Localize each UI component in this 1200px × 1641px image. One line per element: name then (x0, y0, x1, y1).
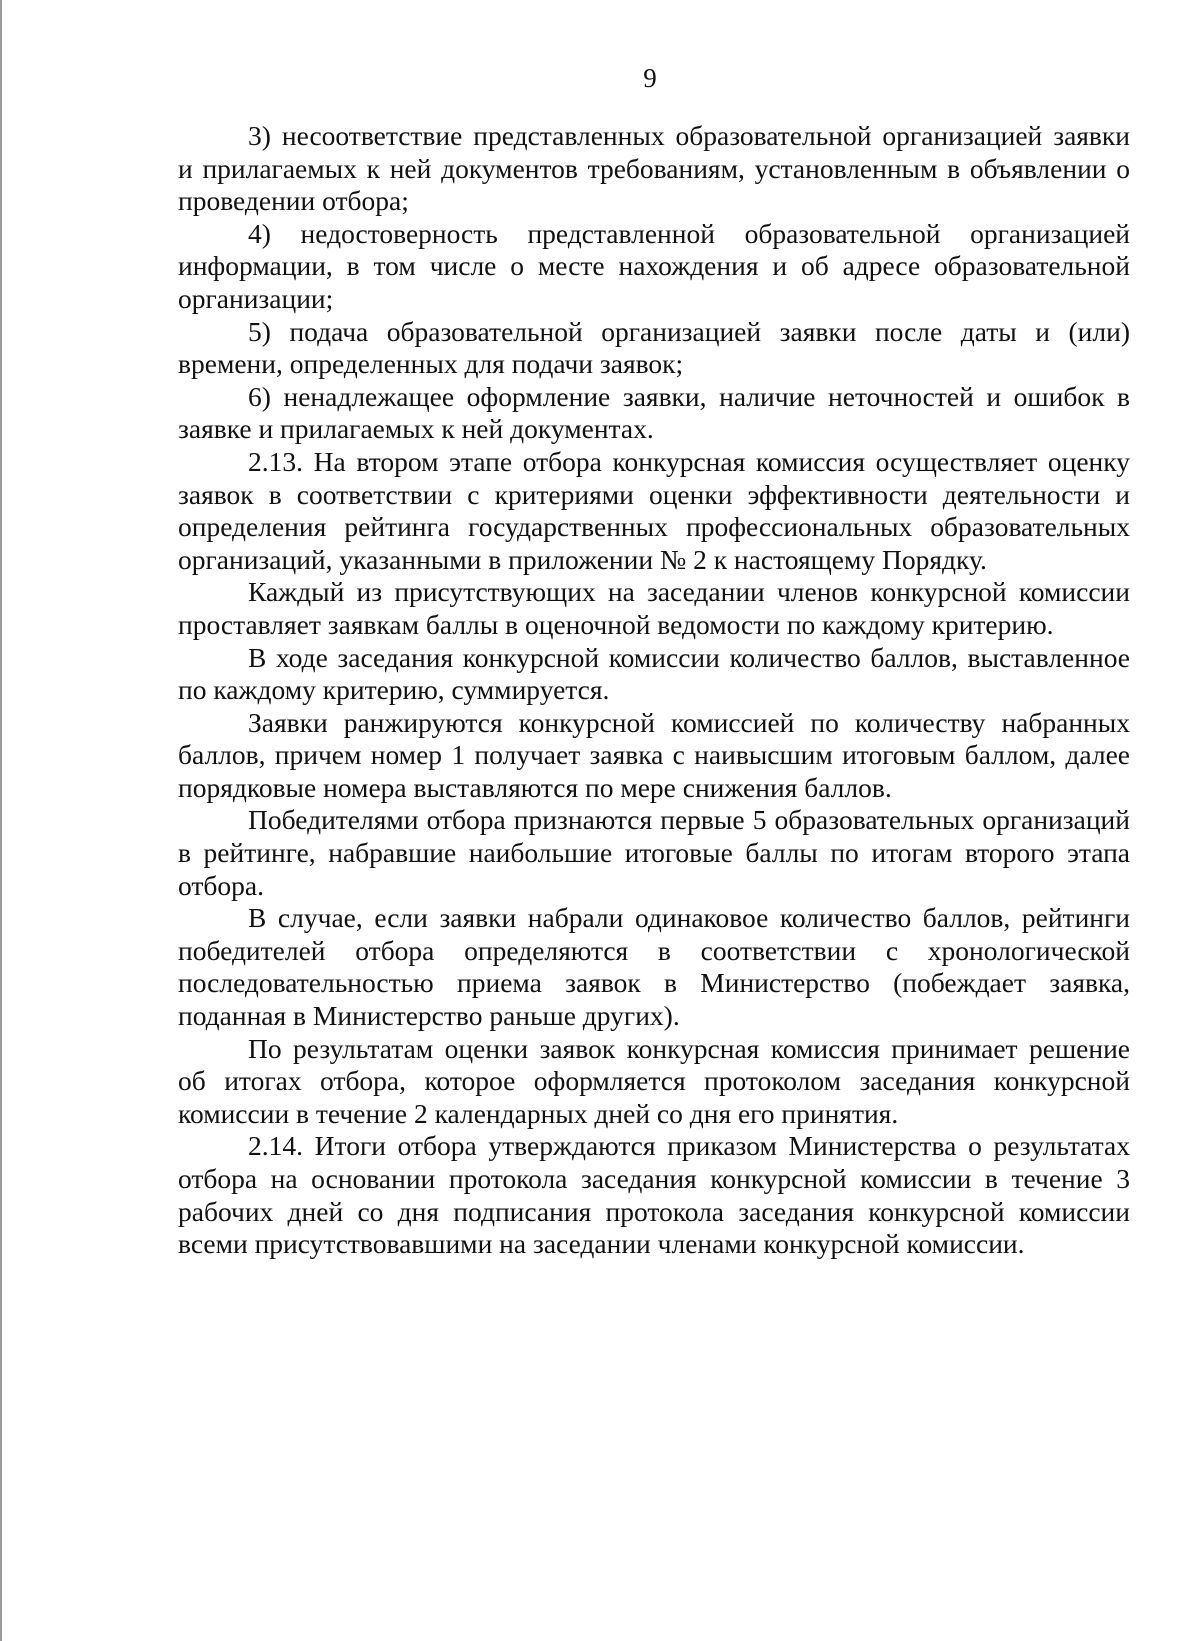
paragraph-item-4: 4) недостоверность представленной образовательной организацией информации, в том числе о месте нахождения и об адресе образовательной организации; (178, 217, 1130, 314)
paragraph-item-6: 6) ненадлежащее оформление заявки, наличие неточностей и ошибок в заявке и прилагаемых к ней документах. (178, 380, 1130, 445)
paragraph-decision: По результатам оценки заявок конкурсная комиссия принимает решение об итогах отбора, которое оформляется протоколом заседания конкурсной комиссии в течение 2 календарных дней со дня его принятия. (178, 1032, 1130, 1129)
paragraph-scoring: Каждый из присутствующих на заседании членов конкурсной комиссии проставляет заявкам баллы в оценочной ведомости по каждому критерию. (178, 576, 1130, 640)
paragraph-clause-2-13: 2.13. На втором этапе отбора конкурсная комиссия осуществляет оценку заявок в соответствии с критериями оценки эффективности деятельности и определения рейтинга государственных профессиональных образовательных организаций, указанными в приложении № 2 к настоящему Порядку. (178, 445, 1130, 575)
paragraph-winners: Победителями отбора признаются первые 5 образовательных организаций в рейтинге, набравшие наибольшие итоговые баллы по итогам второго этапа отбора. (178, 804, 1130, 901)
paragraph-item-5: 5) подача образовательной организацией заявки после даты и (или) времени, определенных для подачи заявок; (178, 315, 1130, 380)
paragraph-item-3: 3) несоответствие представленных образовательной организацией заявки и прилагаемых к ней документов требованиям, установленным в объявлении о проведении отбора; (178, 120, 1130, 217)
page-edge-line (0, 0, 2, 1641)
paragraph-ranking: Заявки ранжируются конкурсной комиссией по количеству набранных баллов, причем номер 1 получает заявка с наивысшим итоговым баллом, далее порядковые номера выставляются по мере снижения баллов. (178, 706, 1130, 803)
paragraph-clause-2-14: 2.14. Итоги отбора утверждаются приказом Министерства о результатах отбора на основании протокола заседания конкурсной комиссии в течение 3 рабочих дней со дня подписания протокола заседания конкурсной комиссии всеми присутствовавшими на заседании членами конкурсной комиссии. (178, 1130, 1130, 1260)
paragraph-tie-break: В случае, если заявки набрали одинаковое количество баллов, рейтинги победителей отбора определяются в соответствии с хронологической последовательностью приема заявок в Министерство (побеждает заявка, поданная в Министерство раньше других). (178, 902, 1130, 1032)
paragraph-summation: В ходе заседания конкурсной комиссии количество баллов, выставленное по каждому критерию, суммируется. (178, 641, 1130, 706)
document-body (178, 120, 1130, 1261)
page-number: 9 (643, 63, 657, 93)
